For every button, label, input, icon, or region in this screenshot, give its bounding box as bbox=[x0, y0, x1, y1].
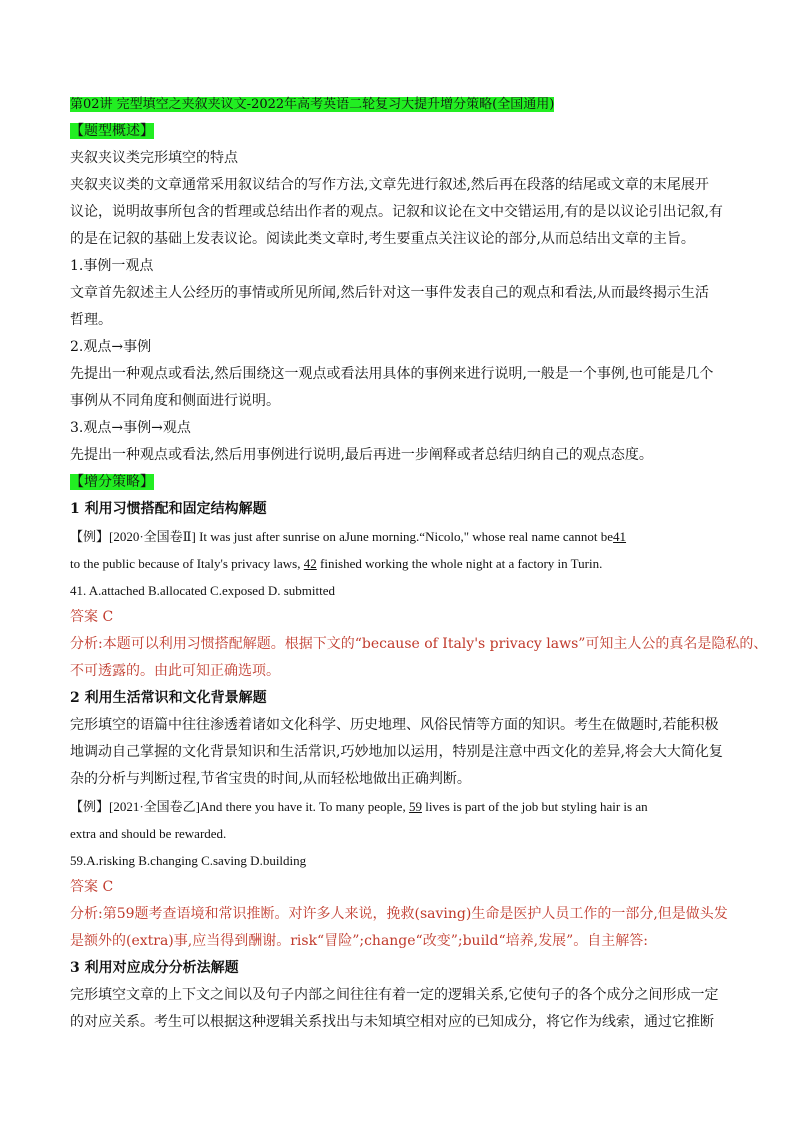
example2-options: 59.A.risking B.changing C.saving D.building bbox=[70, 853, 307, 868]
strategy2-heading: 2 利用生活常识和文化背景解题 bbox=[70, 690, 267, 706]
example2-line2: extra and should be rewarded. bbox=[70, 826, 227, 841]
example1-answer: 答案 C bbox=[70, 609, 114, 625]
type2-line: 事例从不同角度和侧面进行说明。 bbox=[70, 393, 280, 409]
document-page bbox=[70, 92, 768, 1036]
example2-analysis: 分析:第59题考查语境和常识推断。对许多人来说，挽救(saving)生命是医护人员工作的一部分,但是做头发 bbox=[70, 906, 728, 922]
type2-title: 2.观点→事例 bbox=[70, 339, 152, 355]
strategy1-heading: 1 利用习惯搭配和固定结构解题 bbox=[70, 501, 267, 517]
blank-42: 42 bbox=[303, 556, 317, 571]
section-heading-overview bbox=[70, 118, 730, 145]
example1-analysis: 分析:本题可以利用习惯搭配解题。根据下文的“because of Italy's privacy laws”可知主人公的真名是隐私的、 bbox=[70, 636, 768, 652]
type3-title: 3.观点→事例→观点 bbox=[70, 420, 191, 436]
example2-line1 bbox=[70, 793, 730, 820]
example1-analysis: 不可透露的。由此可知正确选项。 bbox=[70, 663, 280, 679]
document-title bbox=[70, 92, 730, 118]
blank-59: 59 bbox=[408, 799, 422, 814]
example2-analysis: 是额外的(extra)事,应当得到酬谢。risk“冒险”;change“改变”;build“培养,发展”。自主解答: bbox=[70, 933, 648, 949]
example2-text: 【例】[2021·全国卷乙]And there you have it. To many people, bbox=[70, 799, 406, 814]
section-heading-strategy bbox=[70, 469, 730, 496]
strategy3-line: 完形填空文章的上下文之间以及句子内部之间往往有着一定的逻辑关系,它使句子的各个成分之间形成一定 bbox=[70, 987, 719, 1003]
example1-line2 bbox=[70, 550, 730, 577]
intro-line: 议论，说明故事所包含的哲理或总结出作者的观点。记叙和议论在文中交错运用,有的是以议论引出记叙,有 bbox=[70, 204, 723, 220]
type1-title: 1.事例一观点 bbox=[70, 258, 154, 274]
overview-heading-text: 【题型概述】 bbox=[70, 123, 154, 139]
example2-answer: 答案 C bbox=[70, 879, 114, 895]
strategy2-line: 地调动自己掌握的文化背景知识和生活常识,巧妙地加以运用，特别是注意中西文化的差异,将会大大简化复 bbox=[70, 744, 723, 760]
strategy2-line: 完形填空的语篇中往往渗透着诸如文化科学、历史地理、风俗民情等方面的知识。考生在做题时,若能积极 bbox=[70, 717, 719, 733]
example1-text: to the public because of Italy's privacy laws, bbox=[70, 556, 301, 571]
intro-line: 夹叙夹议类的文章通常采用叙议结合的写作方法,文章先进行叙述,然后再在段落的结尾或文章的末尾展开 bbox=[70, 177, 709, 193]
strategy2-line: 杂的分析与判断过程,节省宝贵的时间,从而轻松地做出正确判断。 bbox=[70, 771, 471, 787]
type2-line: 先提出一种观点或看法,然后围绕这一观点或看法用具体的事例来进行说明,一般是一个事例,也可能是几个 bbox=[70, 366, 714, 382]
blank-41: 41 bbox=[613, 529, 627, 544]
example1-text: finished working the whole night at a factory in Turin. bbox=[320, 556, 603, 571]
example1-options: 41. A.attached B.allocated C.exposed D. submitted bbox=[70, 583, 335, 598]
type1-line: 文章首先叙述主人公经历的事情或所见所闻,然后针对这一事件发表自己的观点和看法,从而最终揭示生活 bbox=[70, 285, 709, 301]
title-highlight: 第02讲 完型填空之夹叙夹议文-2022年高考英语二轮复习大提升增分策略(全国通用) bbox=[70, 97, 555, 112]
strategy-heading-text: 【增分策略】 bbox=[70, 474, 154, 490]
intro-title: 夹叙夹议类完形填空的特点 bbox=[70, 150, 238, 166]
example1-line1 bbox=[70, 523, 730, 550]
example1-text: 【例】[2020·全国卷Ⅱ] It was just after sunrise on aJune morning.“Nicolo," whose real name cannot be bbox=[70, 529, 614, 544]
intro-line: 的是在记叙的基础上发表议论。阅读此类文章时,考生要重点关注议论的部分,从而总结出文章的主旨。 bbox=[70, 231, 695, 247]
strategy3-line: 的对应关系。考生可以根据这种逻辑关系找出与未知填空相对应的已知成分，将它作为线索，通过它推断 bbox=[70, 1014, 714, 1030]
example2-text: lives is part of the job but styling hair is an bbox=[425, 799, 648, 814]
strategy3-heading: 3 利用对应成分分析法解题 bbox=[70, 960, 239, 976]
type3-line: 先提出一种观点或看法,然后用事例进行说明,最后再进一步阐释或者总结归纳自己的观点态度。 bbox=[70, 447, 653, 463]
type1-line: 哲理。 bbox=[70, 312, 112, 328]
